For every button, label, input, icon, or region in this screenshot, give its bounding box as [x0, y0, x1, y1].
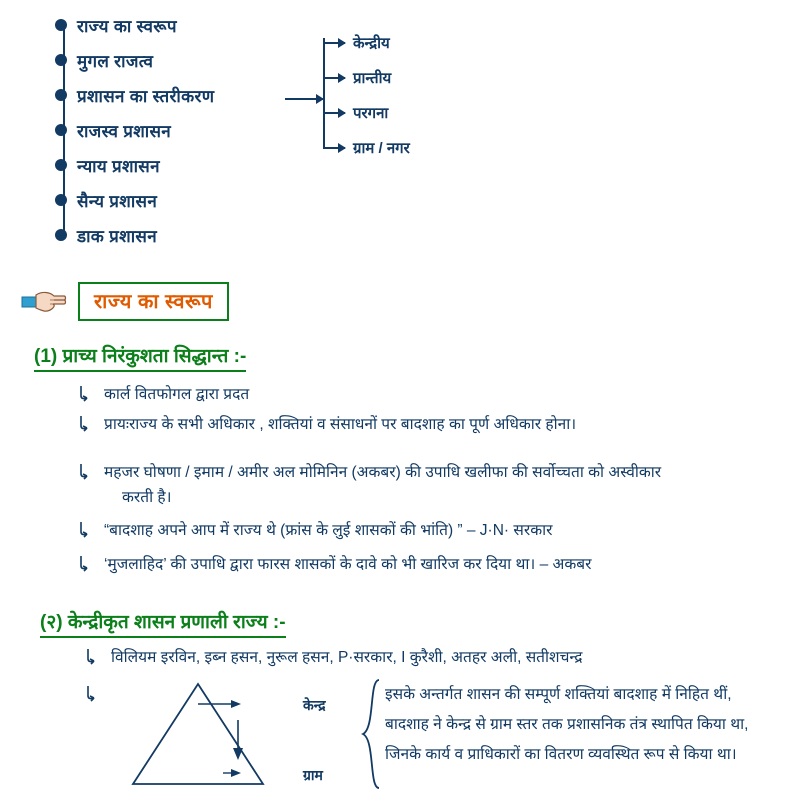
hook-arrow-icon: [78, 414, 98, 434]
bullet-icon: [55, 19, 67, 31]
branch-stem-arrow-icon: [285, 98, 323, 100]
arrow-icon: [323, 112, 345, 114]
list-item-text: ‘मुजलाहिद’ की उपाधि द्वारा फारस शासकों के दावे को भी खारिज कर दिया था। – अकबर: [104, 556, 592, 573]
branch-item-2[interactable]: [323, 102, 388, 124]
outline-item-4[interactable]: [55, 152, 160, 178]
outline-item-2[interactable]: [55, 82, 214, 108]
sub-heading-1: (1) प्राच्य निरंकुशता सिद्धान्त :-: [34, 342, 246, 372]
outline-branch: [285, 28, 475, 158]
branch-item-label: ग्राम / नगर: [353, 140, 410, 157]
list-item-text: विलियम इरविन, इब्न हसन, नुरूल हसन, P·सरकार, I कुरैशी, अतहर अली, सतीशचन्द्र: [111, 649, 583, 666]
branch-item-label: प्रान्तीय: [353, 70, 392, 87]
list-item-text: कार्ल वितफोगल द्वारा प्रदत: [104, 386, 250, 403]
list-item-text: प्रायःराज्य के सभी अधिकार , शक्तियां व संसाधनों पर बादशाह का पूर्ण अधिकार होना।: [104, 416, 577, 433]
list-item: [78, 552, 591, 577]
arrow-icon: [323, 42, 345, 44]
triangle-top-label: केन्द्र: [303, 697, 326, 713]
arrow-icon: [323, 77, 345, 79]
list-item: [78, 412, 576, 437]
list-item: [78, 382, 249, 407]
curly-brace-icon: [361, 678, 383, 790]
hook-arrow-icon: [78, 520, 98, 540]
outline-item-6[interactable]: [55, 222, 157, 248]
section-heading: [20, 282, 229, 321]
triangle-description: इसके अन्तर्गत शासन की सम्पूर्ण शक्तियां बादशाह में निहित थीं, बादशाह ने केन्द्र से ग्राम स्तर तक प्रशासनिक तंत्र स्थापित किया था, जिनके कार्य व प्राधिकारों का वितरण व्यवस्थित रूप से किया था।: [385, 686, 749, 763]
hook-arrow-icon: [78, 554, 98, 574]
list-item-text: “बादशाह अपने आप में राज्य थे (फ्रांस के लुई शासकों की भांति) ” – J·N· सरकार: [104, 522, 553, 539]
outline-item-0[interactable]: [55, 12, 177, 38]
outline-item-3[interactable]: [55, 117, 171, 143]
branch-item-label: केन्द्रीय: [353, 35, 390, 52]
triangle-bottom-label: ग्राम: [303, 767, 323, 783]
hook-arrow-icon: [85, 647, 105, 667]
bullet-icon: [55, 194, 67, 206]
list-item: [78, 460, 661, 510]
hook-arrow-icon: [78, 384, 98, 404]
outline-item-1[interactable]: [55, 47, 153, 73]
topic-outline: [55, 8, 475, 248]
sub-heading-2: (२) केन्द्रीकृत शासन प्रणाली राज्य :-: [40, 608, 286, 638]
pointing-hand-icon: [20, 287, 68, 317]
hook-arrow-icon: [85, 684, 105, 704]
outline-item-label: सैन्य प्रशासन: [77, 191, 158, 211]
section-title-box: [78, 282, 229, 321]
list-item-text: महजर घोषणा / इमाम / अमीर अल मोमिनिन (अकबर) की उपाधि खलीफा की सर्वोच्चता को अस्वीकार करती है।: [104, 464, 662, 506]
list-item: [85, 645, 582, 670]
outline-item-label: मुगल राजत्व: [77, 51, 154, 71]
outline-item-label: राजस्व प्रशासन: [77, 121, 172, 141]
bullet-icon: [55, 124, 67, 136]
bullet-icon: [55, 89, 67, 101]
bullet-icon: [55, 229, 67, 241]
outline-item-label: डाक प्रशासन: [77, 226, 157, 246]
hook-arrow-icon: [78, 462, 98, 482]
outline-item-label: प्रशासन का स्तरीकरण: [77, 86, 215, 106]
arrow-icon: [323, 147, 345, 149]
list-item: [78, 518, 552, 543]
branch-item-1[interactable]: [323, 67, 391, 89]
branch-item-3[interactable]: [323, 137, 410, 159]
outline-item-label: न्याय प्रशासन: [77, 156, 160, 176]
branch-item-0[interactable]: [323, 32, 390, 54]
outline-item-5[interactable]: [55, 187, 157, 213]
bullet-icon: [55, 54, 67, 66]
section-title: राज्य का स्वरूप: [94, 291, 213, 313]
bullet-icon: [55, 159, 67, 171]
branch-vertical-line: [323, 38, 325, 148]
triangle-diagram-block: [85, 678, 775, 794]
branch-item-label: परगना: [353, 105, 389, 122]
outline-item-label: राज्य का स्वरूप: [77, 16, 177, 36]
